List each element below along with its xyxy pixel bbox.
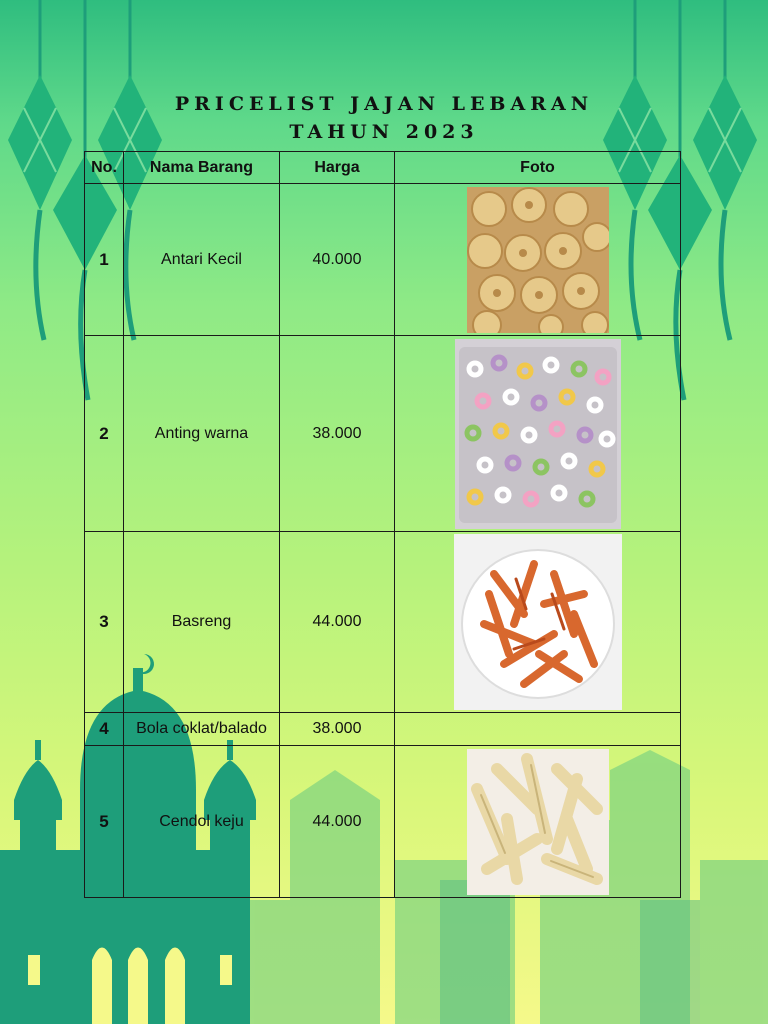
header-name: Nama Barang	[124, 152, 280, 184]
item-photo-cell	[395, 336, 681, 532]
row-number: 2	[85, 336, 124, 532]
header-price: Harga	[280, 152, 395, 184]
table-row	[85, 746, 681, 898]
item-price: 38.000	[280, 713, 395, 746]
item-photo-cell	[395, 532, 681, 713]
item-name: Antari Kecil	[124, 184, 280, 336]
colored-rings-photo	[455, 339, 621, 529]
table-row	[85, 713, 681, 746]
item-photo-cell	[395, 713, 681, 746]
item-price: 38.000	[280, 336, 395, 532]
item-price: 44.000	[280, 532, 395, 713]
title-line-2: TAHUN 2023	[289, 121, 479, 143]
row-number: 1	[85, 184, 124, 336]
cendol-photo	[467, 749, 609, 895]
table-row	[85, 184, 681, 336]
table-row	[85, 336, 681, 532]
table-header-row	[85, 152, 681, 184]
price-table	[84, 151, 681, 898]
row-number: 4	[85, 713, 124, 746]
item-photo-cell	[395, 184, 681, 336]
item-name: Basreng	[124, 532, 280, 713]
header-no: No.	[85, 152, 124, 184]
cookie-photo	[467, 187, 609, 333]
item-name: Cendol keju	[124, 746, 280, 898]
item-price: 44.000	[280, 746, 395, 898]
item-price: 40.000	[280, 184, 395, 336]
basreng-photo	[454, 534, 622, 710]
item-photo-cell	[395, 746, 681, 898]
item-name: Bola coklat/balado	[124, 713, 280, 746]
table-row	[85, 532, 681, 713]
header-photo: Foto	[395, 152, 681, 184]
item-name: Anting warna	[124, 336, 280, 532]
title-line-1: PRICELIST JAJAN LEBARAN	[174, 93, 594, 115]
row-number: 3	[85, 532, 124, 713]
row-number: 5	[85, 746, 124, 898]
